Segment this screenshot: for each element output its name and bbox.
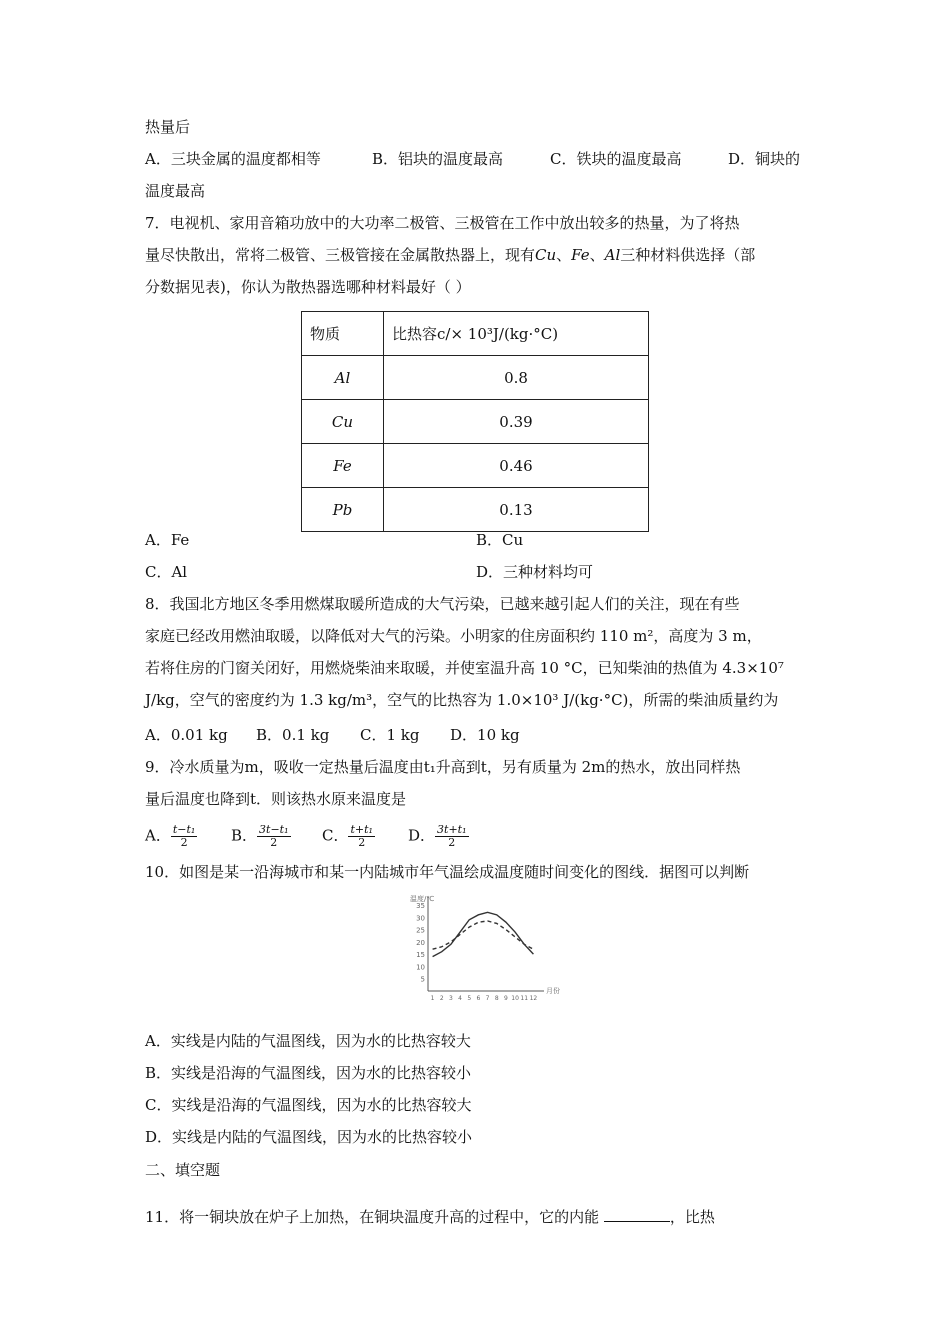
q7-line-1: 7．电视机、家用音箱功放中的大功率二极管、三极管在工作中放出较多的热量，为了将热 (145, 214, 740, 232)
q8-option-c[interactable]: C．1 kg (360, 726, 420, 744)
q8-line-3: 若将住房的门窗关闭好，用燃烧柴油来取暖，并使室温升高 10 °C，已知柴油的热值为 4.3×10⁷ (145, 659, 784, 677)
x-tick-label: 7 (485, 995, 490, 1002)
table-header-row (302, 312, 649, 356)
table-row (302, 444, 649, 488)
q10-option-b[interactable]: B．实线是沿海的气温图线，因为水的比热容较小 (145, 1064, 472, 1082)
q7-cu: Cu (535, 246, 557, 264)
fraction (171, 824, 197, 849)
fraction-numerator: 3t+t₁ (437, 823, 467, 836)
x-tick-label: 11 (520, 995, 529, 1002)
table-cell-substance: Pb (302, 488, 384, 532)
dashed-series-line (433, 921, 534, 949)
x-tick-label: 5 (467, 995, 472, 1002)
table-cell-substance: Fe (302, 444, 384, 488)
fraction-numerator: t−t₁ (172, 823, 196, 836)
section-title: 二、填空题 (145, 1161, 221, 1179)
q6-option-c[interactable]: C．铁块的温度最高 (550, 150, 682, 168)
option-label: D． (408, 826, 436, 845)
y-tick-label: 25 (416, 926, 425, 935)
x-tick-label: 8 (494, 995, 499, 1002)
fraction-numerator: t+t₁ (350, 823, 373, 836)
q9-option-b[interactable] (231, 824, 291, 849)
q7-option-c[interactable]: C．Al (145, 563, 188, 581)
x-tick-label: 9 (504, 995, 508, 1002)
table-row (302, 488, 649, 532)
q8-option-a[interactable]: A．0.01 kg (145, 726, 228, 744)
q8-option-b[interactable]: B．0.1 kg (256, 726, 330, 744)
q10-option-c[interactable]: C．实线是沿海的气温图线，因为水的比热容较大 (145, 1096, 472, 1114)
y-tick-label: 35 (416, 902, 425, 910)
x-tick-label: 4 (458, 995, 462, 1002)
q9-option-c[interactable] (322, 824, 375, 849)
x-tick-label: 3 (449, 995, 453, 1002)
q9-line-2: 量后温度也降到t．则该热水原来温度是 (145, 790, 407, 808)
temperature-chart (400, 893, 560, 1015)
q9-option-d[interactable] (408, 824, 469, 849)
fraction-denominator: 2 (270, 836, 278, 849)
table-cell-substance: Cu (302, 400, 384, 444)
answer-blank[interactable] (604, 1207, 670, 1222)
q7-line-3: 分数据见表)，你认为散热器选哪种材料最好（ ） (145, 278, 471, 296)
table-header-specific-heat: 比热容c/× 10³J/(kg·°C) (384, 312, 649, 356)
q6-tail: 热量后 (145, 118, 191, 136)
fraction-numerator: 3t−t₁ (259, 823, 289, 836)
q7-option-b[interactable]: B．Cu (476, 531, 524, 549)
fraction (348, 824, 374, 849)
table-row (302, 356, 649, 400)
y-tick-label: 5 (420, 975, 425, 984)
table-cell-value: 0.46 (384, 444, 649, 488)
q9-option-a[interactable] (145, 824, 197, 849)
fraction (257, 824, 290, 849)
q7-line-2-b: 三种材料供选择（部 (620, 246, 756, 264)
q11-line-1 (145, 1207, 715, 1227)
table-cell-substance: Al (302, 356, 384, 400)
option-label: B． (231, 826, 258, 845)
x-tick-label: 10 (511, 995, 519, 1002)
q8-option-d[interactable]: D．10 kg (450, 726, 520, 744)
solid-series-line (433, 912, 534, 956)
q11-text-a: 11．将一铜块放在炉子上加热，在铜块温度升高的过程中，它的内能 (145, 1208, 600, 1226)
x-tick-label: 2 (439, 995, 444, 1002)
option-label: A． (145, 826, 171, 845)
q8-line-2: 家庭已经改用燃油取暖，以降低对大气的污染。小明家的住房面积约 110 m²，高度为 3 m， (145, 627, 762, 645)
fraction-denominator: 2 (180, 836, 188, 849)
x-tick-label: 12 (529, 995, 538, 1002)
q7-al: Al (604, 246, 621, 264)
q7-sep1: 、 (556, 246, 572, 264)
q6-option-b[interactable]: B．铝块的温度最高 (372, 150, 504, 168)
option-label: C． (322, 826, 349, 845)
q10-line-1: 10．如图是某一沿海城市和某一内陆城市年气温绘成温度随时间变化的图线．据图可以判断 (145, 863, 750, 881)
q11-text-b: ，比热 (669, 1208, 715, 1226)
q6-option-d[interactable]: D．铜块的 (728, 150, 801, 168)
table-cell-value: 0.39 (384, 400, 649, 444)
q10-option-a[interactable]: A．实线是内陆的气温图线，因为水的比热容较大 (145, 1032, 471, 1050)
q6-option-a[interactable]: A．三块金属的温度都相等 (145, 150, 321, 168)
q8-line-4: J/kg，空气的密度约为 1.3 kg/m³，空气的比热容为 1.0×10³ J/(kg·°C)，所需的柴油质量约为 (145, 691, 779, 709)
y-axis-label: 温度/℃ (410, 895, 435, 903)
q10-option-d[interactable]: D．实线是内陆的气温图线，因为水的比热容较小 (145, 1128, 473, 1146)
q7-sep2: 、 (589, 246, 605, 264)
q7-line-2 (145, 245, 755, 265)
specific-heat-table (301, 311, 649, 532)
q7-line-2-a: 量尽快散出，常将二极管、三极管接在金属散热器上，现有 (145, 246, 536, 264)
y-tick-label: 15 (416, 951, 425, 960)
q6-option-d-wrap: 温度最高 (145, 182, 206, 200)
table-cell-value: 0.13 (384, 488, 649, 532)
x-tick-label: 1 (430, 995, 435, 1002)
fraction-denominator: 2 (448, 836, 456, 849)
q7-option-d[interactable]: D．三种材料均可 (476, 563, 594, 581)
fraction-denominator: 2 (358, 836, 366, 849)
q8-line-1: 8．我国北方地区冬季用燃煤取暖所造成的大气污染，已越来越引起人们的关注，现在有些 (145, 595, 740, 613)
q9-line-1: 9．冷水质量为m，吸收一定热量后温度由t₁升高到t，另有质量为 2m的热水，放出同样热 (145, 758, 741, 776)
fraction (435, 824, 468, 849)
y-tick-label: 30 (416, 914, 425, 923)
x-axis-label: 月份 (546, 987, 560, 995)
x-tick-label: 6 (476, 995, 481, 1002)
table-header-substance: 物质 (302, 312, 384, 356)
q7-option-a[interactable]: A．Fe (145, 531, 190, 549)
y-tick-label: 20 (416, 938, 425, 947)
y-tick-label: 10 (416, 963, 425, 972)
table-cell-value: 0.8 (384, 356, 649, 400)
table-row (302, 400, 649, 444)
q7-fe: Fe (571, 246, 590, 264)
